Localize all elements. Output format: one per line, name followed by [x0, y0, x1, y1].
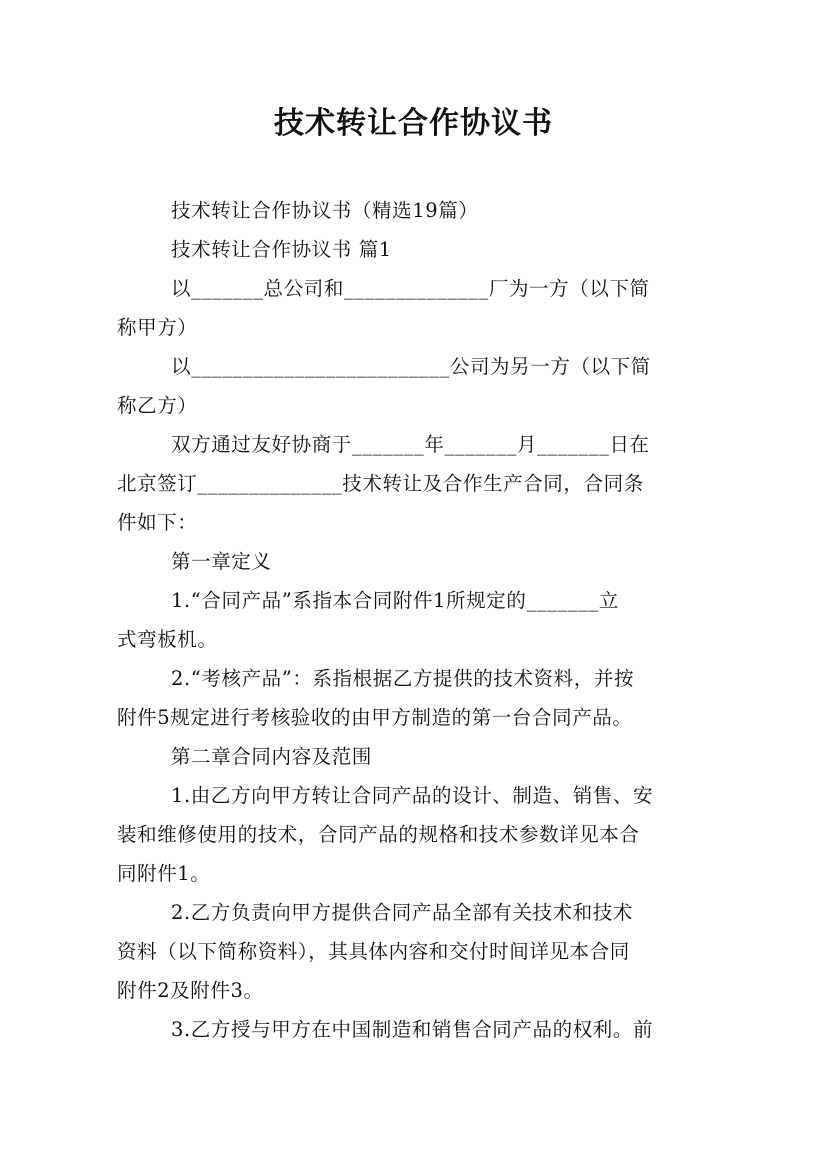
- paragraph-line: 3.乙方授与甲方在中国制造和销售合同产品的权利。前: [171, 1018, 654, 1041]
- section-heading: 第一章定义: [171, 550, 272, 573]
- paragraph-line: 以_________________________公司为另一方（以下简: [171, 355, 651, 378]
- paragraph-line: 北京签订______________技术转让及合作生产合同，合同条: [117, 472, 644, 495]
- paragraph-line: 资料（以下简称资料），其具体内容和交付时间详见本合同: [117, 940, 630, 963]
- paragraph-line: 1.“合同产品”系指本合同附件1所规定的_______立: [171, 589, 619, 612]
- paragraph-line: 双方通过友好协商于_______年_______月_______日在: [171, 433, 650, 456]
- paragraph-line: 附件5规定进行考核验收的由甲方制造的第一台合同产品。: [117, 706, 633, 729]
- paragraph-line: 同附件1。: [117, 862, 211, 885]
- paragraph-line: 技术转让合作协议书（精选19篇）: [171, 199, 479, 222]
- paragraph-line: 装和维修使用的技术，合同产品的规格和技术参数详见本合: [117, 823, 640, 846]
- paragraph-line: 称甲方）: [117, 316, 198, 339]
- paragraph-line: 2.乙方负责向甲方提供合同产品全部有关技术和技术: [171, 901, 634, 924]
- paragraph-line: 式弯板机。: [117, 628, 218, 651]
- paragraph-line: 2.“考核产品”：系指根据乙方提供的技术资料，并按: [171, 667, 635, 690]
- document-title: 技术转让合作协议书: [274, 106, 553, 141]
- paragraph-line: 1.由乙方向甲方转让合同产品的设计、制造、销售、安: [171, 784, 654, 807]
- paragraph-line: 以_______总公司和______________厂为一方（以下简: [171, 277, 650, 300]
- paragraph-line: 附件2及附件3。: [117, 979, 264, 1002]
- paragraph-line: 件如下：: [117, 511, 198, 534]
- section-heading: 第二章合同内容及范围: [171, 745, 373, 768]
- paragraph-line: 称乙方）: [117, 394, 198, 417]
- paragraph-line: 技术转让合作协议书 篇1: [171, 238, 392, 261]
